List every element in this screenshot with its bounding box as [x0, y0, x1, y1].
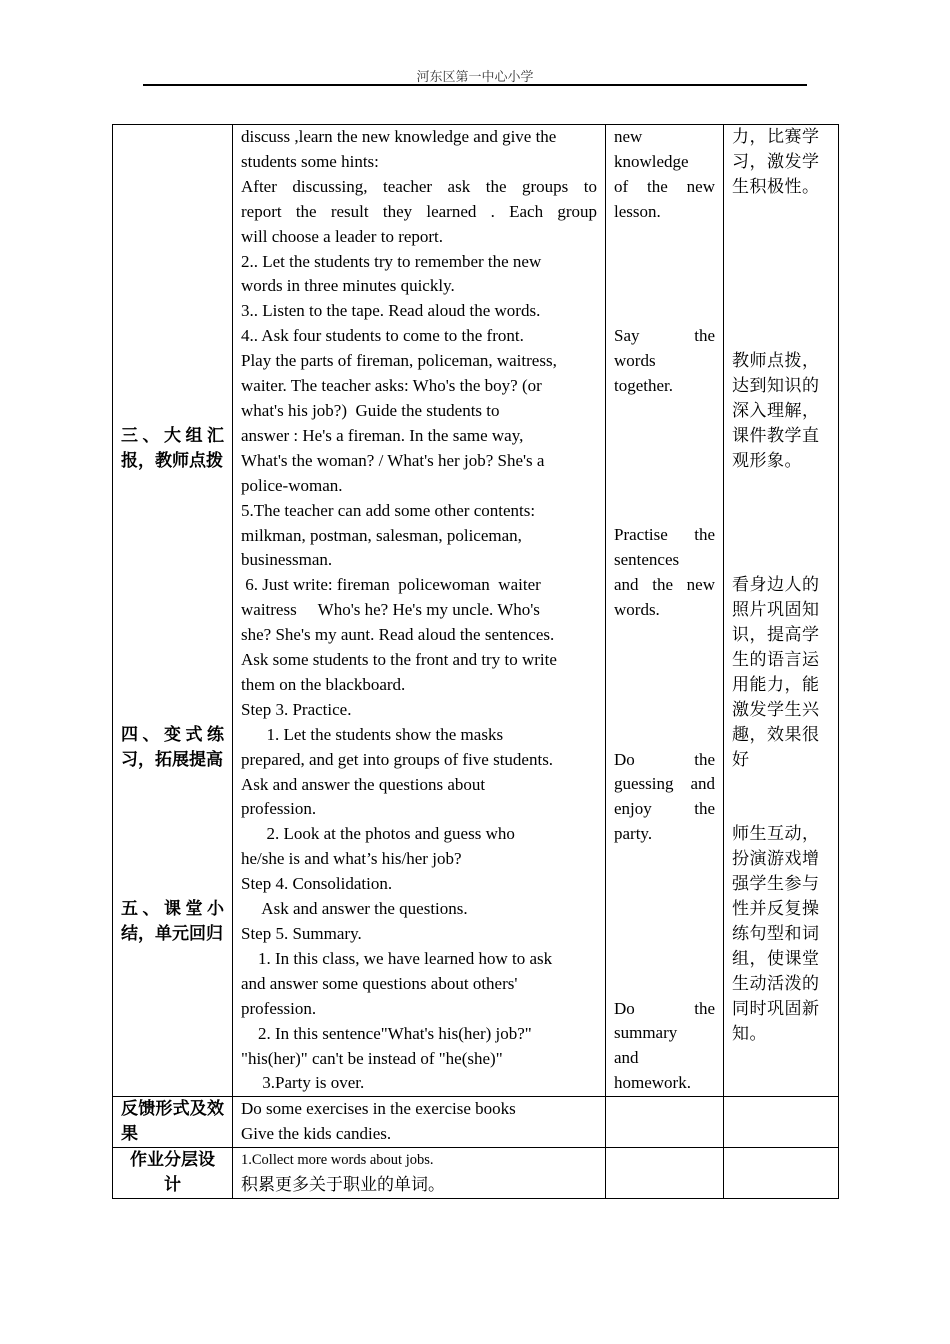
student-line: words: [614, 351, 656, 371]
intent-line: 练句型和词: [732, 923, 820, 943]
stage-column: [113, 125, 233, 1097]
activity-line: what's his job?) Guide the students to: [241, 400, 500, 420]
intent-line: 达到知识的: [732, 376, 820, 396]
intent-line: 好: [732, 749, 750, 769]
activity-line: waiter. The teacher asks: Who's the boy? (or: [241, 376, 542, 396]
homework-empty-cell: [724, 1148, 839, 1199]
student-line: of the new: [614, 176, 715, 196]
activity-line: them on the blackboard.: [241, 674, 406, 694]
student-line: guessing and: [614, 774, 715, 794]
stage-label-1: 三、大组汇报，教师点拨: [121, 426, 224, 470]
activity-line: answer : He's a fireman. In the same way,: [241, 425, 524, 445]
activity-line: waitress Who's he? He's my uncle. Who's: [241, 600, 540, 620]
homework-label: [113, 1148, 233, 1199]
intent-line: 趣，效果很: [732, 724, 820, 744]
table-row-homework: [113, 1148, 839, 1199]
activity-line: Ask and answer the questions about: [241, 774, 486, 794]
intent-line: 看身边人的: [732, 575, 820, 595]
intent-line: 观形象。: [732, 450, 802, 470]
activity-line: After discussing, teacher ask the groups to: [241, 176, 597, 196]
intent-line: 性并反复操: [732, 899, 820, 918]
student-line: Practise the: [614, 525, 715, 545]
student-line: sentences: [614, 550, 680, 570]
student-line: enjoy the: [614, 799, 715, 819]
activity-line: Step 4. Consolidation.: [241, 874, 393, 894]
activity-line: 2. In this sentence"What's his(her) job?": [241, 1023, 532, 1043]
activity-line: he/she is and what’s his/her job?: [241, 849, 462, 869]
student-line: Say the: [614, 326, 715, 346]
activity-line: milkman, postman, salesman, policeman,: [241, 525, 522, 545]
student-line: homework.: [614, 1073, 691, 1093]
activity-line: report the result they learned . Each group: [241, 201, 597, 221]
student-line: party.: [614, 824, 653, 844]
intent-line: 知。: [732, 1023, 767, 1043]
intent-line: 教师点拨，: [732, 351, 820, 371]
homework-content-cell: [233, 1148, 606, 1199]
table-row-main: [113, 125, 839, 1097]
table-row-feedback: [113, 1097, 839, 1148]
student-line: Do the: [614, 749, 715, 769]
intent-line: 识，提高学: [732, 625, 820, 645]
student-line: new: [614, 127, 643, 146]
activity-line: profession.: [241, 998, 317, 1018]
activity-line: 2.. Let the students try to remember the new: [241, 251, 542, 271]
teacher-activity-cell: [233, 125, 606, 1097]
activity-line: 4.. Ask four students to come to the front.: [241, 326, 524, 346]
student-line: and the new: [614, 575, 715, 595]
intent-line: 用能力，能: [732, 674, 820, 694]
activity-line: Step 3. Practice.: [241, 699, 352, 719]
intent-line: 扮演游戏增: [732, 849, 820, 869]
student-line: lesson.: [614, 201, 661, 221]
intent-line: 课件教学直: [732, 425, 820, 445]
activity-line: 3.. Listen to the tape. Read aloud the words.: [241, 301, 541, 321]
homework-label-text: 作业分层设计: [130, 1150, 215, 1195]
feedback-line: Do some exercises in the exercise books: [241, 1099, 516, 1119]
activity-line: will choose a leader to report.: [241, 226, 444, 246]
stage-label-2: 四、变式练习，拓展提高: [121, 724, 224, 769]
intent-line: 生的语言运: [732, 649, 820, 669]
student-line: and: [614, 1048, 639, 1068]
intent-line: 力，比赛学: [732, 127, 820, 146]
activity-line: "his(her)" can't be instead of "he(she)": [241, 1048, 503, 1068]
student-line: summary: [614, 1023, 678, 1043]
activity-line: words in three minutes quickly.: [241, 276, 455, 296]
homework-line-cn: 积累更多关于职业的单词。: [241, 1175, 445, 1195]
feedback-content-cell: [233, 1097, 606, 1148]
activity-line: businessman.: [241, 550, 333, 570]
student-line: together.: [614, 376, 674, 396]
feedback-label: [113, 1097, 233, 1148]
activity-line: Play the parts of fireman, policeman, waitress,: [241, 351, 557, 371]
activity-line: Step 5. Summary.: [241, 924, 362, 943]
page-header-title: 河东区第一中心小学: [416, 69, 534, 84]
feedback-line: Give the kids candies.: [241, 1124, 392, 1144]
intent-line: 激发学生兴: [732, 699, 820, 719]
activity-line: profession.: [241, 799, 317, 819]
activity-line: police-woman.: [241, 475, 343, 495]
feedback-empty-cell: [724, 1097, 839, 1148]
lesson-plan-table: [112, 124, 839, 1199]
intent-line: 生积极性。: [732, 176, 820, 196]
activity-line: 3.Party is over.: [241, 1073, 365, 1093]
activity-line: Ask some students to the front and try to write: [241, 650, 557, 670]
activity-line: prepared, and get into groups of five students.: [241, 749, 554, 769]
activity-line: students some hints:: [241, 151, 379, 171]
intent-line: 师生互动，: [732, 824, 820, 844]
activity-line: 1. In this class, we have learned how to ask: [241, 948, 553, 968]
activity-line: discuss ,learn the new knowledge and give the: [241, 127, 557, 146]
activity-line: 6. Just write: fireman policewoman waiter: [241, 575, 541, 595]
activity-line: Ask and answer the questions.: [241, 899, 468, 919]
student-line: Do the: [614, 998, 715, 1018]
intent-line: 照片巩固知: [732, 600, 820, 620]
activity-line: she? She's my aunt. Read aloud the sentences.: [241, 625, 555, 645]
feedback-empty-cell: [606, 1097, 724, 1148]
activity-line: 2. Look at the photos and guess who: [241, 824, 515, 844]
intent-line: 习，激发学: [732, 151, 820, 171]
student-line: knowledge: [614, 151, 689, 171]
feedback-label-text: 反馈形式及效果: [121, 1099, 224, 1144]
homework-line-en: 1.Collect more words about jobs.: [241, 1152, 434, 1169]
student-activity-cell: [606, 125, 724, 1097]
intent-line: 组，使课堂: [732, 948, 820, 968]
header-divider: [143, 84, 807, 86]
activity-line: 5.The teacher can add some other contents:: [241, 500, 536, 520]
student-line: words.: [614, 600, 660, 620]
stage-label-3: 五、课堂小结，单元回归: [121, 898, 224, 943]
activity-line: 1. Let the students show the masks: [241, 724, 504, 744]
activity-line: What's the woman? / What's her job? She's a: [241, 450, 545, 470]
design-intent-cell: [724, 125, 839, 1097]
intent-line: 强学生参与: [732, 874, 820, 894]
activity-line: and answer some questions about others': [241, 973, 518, 993]
homework-empty-cell: [606, 1148, 724, 1199]
intent-line: 同时巩固新: [732, 998, 820, 1018]
intent-line: 生动活泼的: [732, 973, 820, 993]
intent-line: 深入理解，: [732, 400, 820, 420]
